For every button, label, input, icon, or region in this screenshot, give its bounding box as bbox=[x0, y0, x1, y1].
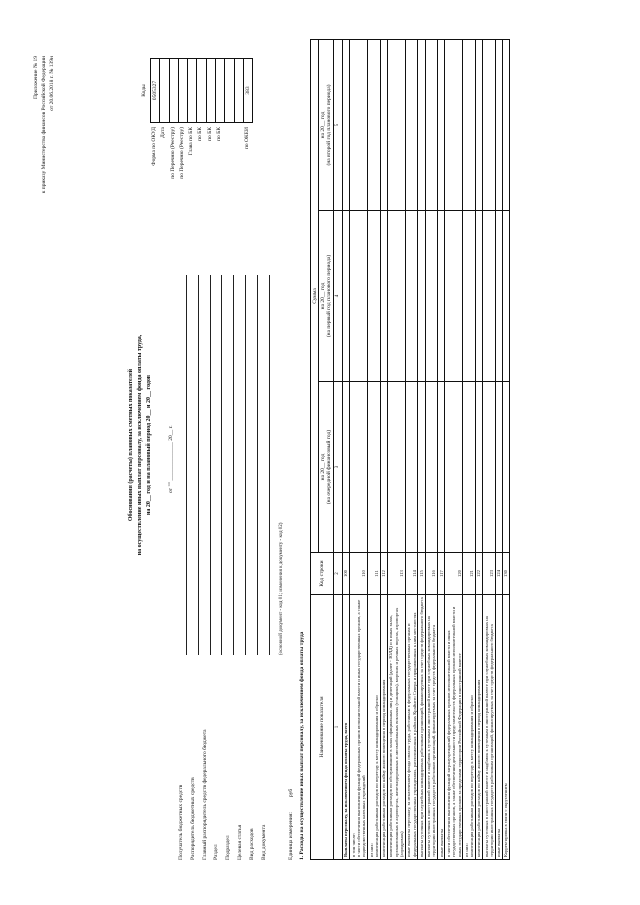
row-code: 124 bbox=[495, 553, 502, 595]
col-sum-header: Сумма bbox=[311, 40, 319, 553]
sum-cell[interactable] bbox=[483, 382, 496, 553]
code-label bbox=[234, 127, 243, 265]
sum-cell[interactable] bbox=[438, 40, 445, 211]
year1-sub: (на очередной финансовый год) bbox=[326, 429, 333, 505]
code-value[interactable] bbox=[197, 59, 206, 123]
code-label: по БК bbox=[216, 127, 223, 141]
form-field-label: Главный распорядитель средств федерального бюджета bbox=[201, 729, 208, 860]
sum-cell[interactable] bbox=[445, 40, 463, 211]
sum-cell[interactable] bbox=[350, 40, 368, 211]
code-label bbox=[224, 127, 233, 265]
row-name: выплаты суточных в иностранной валюте и надбавок к суточным в иностранной валюте при служебных командировках на территории иностранных государств работникам организаций, финансируемых за счет средств федерального бюджета bbox=[483, 595, 496, 860]
title-line-2: на осуществление иных выплат персоналу, за исключением фонда оплаты труда, bbox=[137, 334, 143, 556]
form-field-line[interactable] bbox=[221, 275, 222, 655]
row-code: 130 bbox=[502, 553, 509, 595]
sum-cell[interactable] bbox=[418, 382, 425, 553]
year2-header bbox=[319, 211, 334, 382]
col-name-header: Наименование показателя bbox=[311, 595, 334, 860]
code-label: Форма по ОКУД bbox=[151, 127, 157, 166]
sum-cell[interactable] bbox=[387, 211, 405, 382]
column-number: 1 bbox=[333, 595, 342, 860]
form-field-label: Получатель бюджетных средств bbox=[178, 784, 184, 860]
appendix-number: Приложение № 19 bbox=[33, 56, 39, 100]
row-code: 110 bbox=[350, 553, 368, 595]
sum-cell[interactable] bbox=[502, 382, 509, 553]
main-table bbox=[310, 39, 510, 860]
year3-label: на 20__ год bbox=[319, 111, 326, 139]
row-name: выплаты суточных при служебных командировках работникам организаций, финансируемых за счет средств федерального бюджета bbox=[418, 595, 425, 860]
row-name: компенсация работникам расходов по найму жилого помещения в период командирования bbox=[380, 595, 387, 860]
sum-cell[interactable] bbox=[418, 211, 425, 382]
form-field-label: Вид расходов bbox=[248, 828, 255, 860]
year3-header bbox=[319, 40, 334, 211]
sum-cell[interactable] bbox=[425, 382, 438, 553]
sum-cell[interactable] bbox=[380, 40, 387, 211]
row-code: 113 bbox=[387, 553, 405, 595]
code-label: Глава по БК bbox=[188, 127, 195, 156]
sum-cell[interactable] bbox=[475, 382, 482, 553]
form-field-line[interactable] bbox=[245, 275, 246, 655]
title-line-1: Обоснования (расчеты) плановых сметных показателей bbox=[128, 368, 134, 522]
row-code: 112 bbox=[380, 553, 387, 595]
unit-value: руб bbox=[288, 788, 294, 797]
code-label: по БК bbox=[197, 127, 204, 141]
code-label: по БК bbox=[206, 127, 213, 141]
sum-cell[interactable] bbox=[495, 211, 502, 382]
sum-cell[interactable] bbox=[425, 40, 438, 211]
year2-label: на 20__ год bbox=[319, 282, 326, 310]
code-value[interactable] bbox=[216, 59, 225, 123]
sum-cell[interactable] bbox=[368, 40, 381, 211]
row-code: 114 bbox=[405, 553, 418, 595]
code-value[interactable] bbox=[160, 59, 169, 123]
column-number: 4 bbox=[333, 211, 342, 382]
sum-cell[interactable] bbox=[438, 382, 445, 553]
sum-cell[interactable] bbox=[425, 211, 438, 382]
sum-cell[interactable] bbox=[438, 211, 445, 382]
sum-cell[interactable] bbox=[368, 382, 381, 553]
form-field-line[interactable] bbox=[186, 275, 187, 655]
sum-cell[interactable] bbox=[405, 40, 418, 211]
sum-cell[interactable] bbox=[475, 40, 482, 211]
order-line-1: к приказу Министерства финансов Российской Федерации bbox=[41, 56, 47, 194]
sum-cell[interactable] bbox=[350, 211, 368, 382]
row-name: компенсация работникам расходов по обслуживанию в залах официальных лиц и делегаций (далее - ЗОЛД) и в иных залах, организованных в аэропортах, железнодорожных и автомобильных вокзалах (станциях), морских и речных портах, аэропортах (аэродромах) bbox=[387, 595, 405, 860]
sum-cell[interactable] bbox=[502, 40, 509, 211]
form-field-label: Подраздел bbox=[225, 835, 232, 860]
year3-sub: (на второй год планового периода) bbox=[326, 84, 333, 166]
sum-cell[interactable] bbox=[483, 211, 496, 382]
code-value[interactable] bbox=[169, 59, 178, 123]
row-name: иные выплаты bbox=[438, 595, 445, 860]
row-code: 111 bbox=[368, 553, 381, 595]
sum-cell[interactable] bbox=[495, 382, 502, 553]
form-field-line[interactable] bbox=[210, 275, 211, 655]
code-label: по ОКЕИ bbox=[243, 127, 250, 150]
form-field-label: Целевая статья bbox=[237, 824, 243, 860]
year1-label: на 20__ год bbox=[319, 453, 326, 481]
sum-cell[interactable] bbox=[475, 211, 482, 382]
row-code: 116 bbox=[425, 553, 438, 595]
form-field-label: Раздел bbox=[213, 844, 220, 860]
sum-cell[interactable] bbox=[445, 211, 463, 382]
table-row bbox=[387, 40, 405, 860]
sum-cell[interactable] bbox=[405, 382, 418, 553]
title-line-3: на 20__ год и на плановый период 20__ и 20__ годов bbox=[146, 374, 152, 516]
sum-cell[interactable] bbox=[463, 382, 476, 553]
table-row bbox=[380, 40, 387, 860]
section-title: 1. Расходы на осуществление иных выплат персоналу, за исключением фонда оплаты труда bbox=[299, 631, 305, 860]
table-row bbox=[438, 40, 445, 860]
row-name: выплаты суточных в иностранной валюте и надбавок к суточным в иностранной валюте при служебных командировках на территории иностранных государств работников организаций, финансируемых за счет средств федерального бюджета bbox=[425, 595, 438, 860]
table-row bbox=[342, 40, 349, 860]
sum-cell[interactable] bbox=[387, 382, 405, 553]
sum-cell[interactable] bbox=[342, 382, 349, 553]
sum-cell[interactable] bbox=[463, 211, 476, 382]
code-value[interactable] bbox=[178, 59, 187, 123]
sum-cell[interactable] bbox=[483, 40, 496, 211]
form-field-line[interactable] bbox=[257, 275, 258, 655]
sum-cell[interactable] bbox=[368, 211, 381, 382]
row-name: Выплаты персоналу, за исключением фонда оплаты труда, всего bbox=[342, 595, 349, 860]
sum-cell[interactable] bbox=[463, 40, 476, 211]
table-row bbox=[405, 40, 418, 860]
row-code: 115 bbox=[418, 553, 425, 595]
row-name: из них: компенсация работникам расходов по переезду к месту командирования и обратно bbox=[368, 595, 381, 860]
sum-cell[interactable] bbox=[387, 40, 405, 211]
date-prefix: от " bbox=[168, 484, 174, 493]
form-field-label: Вид документа bbox=[260, 824, 267, 860]
row-name: в том числе: в части обеспечения выполнения функций федеральных органов исполнительной власти и иных государственных органов, а также подведомственных казенных учреждений bbox=[350, 595, 368, 860]
form-field-label: Распорядитель бюджетных средств bbox=[189, 777, 196, 860]
column-number: 3 bbox=[333, 382, 342, 553]
code-value[interactable] bbox=[234, 59, 243, 123]
table-row bbox=[368, 40, 381, 860]
doc-type-hint: (основной документ - код 01; изменения к документу - код 02) bbox=[279, 522, 284, 655]
codes-header: Коды bbox=[141, 84, 147, 97]
row-name: компенсация работникам расходов по найму жилого помещения в период командирования bbox=[475, 595, 482, 860]
date-line bbox=[169, 425, 175, 493]
table-row bbox=[445, 40, 463, 860]
sum-cell[interactable] bbox=[342, 40, 349, 211]
order-line-2: от 20.06.2018 г. № 139н bbox=[49, 56, 55, 111]
row-name: в части обеспечения выполнения функций загранучреждений федеральных органов исполнительной власти и иных государственных органов, а также обеспечения деятельности представительств федеральных органов исполнительной власти и иных государственных органов за пределами территории Российской Федерации в иностранной валюте bbox=[445, 595, 463, 860]
table-row bbox=[463, 40, 476, 860]
form-field-line[interactable] bbox=[269, 275, 270, 655]
form-field-line[interactable] bbox=[233, 275, 234, 655]
row-code: 122 bbox=[475, 553, 482, 595]
codes-box bbox=[150, 58, 253, 123]
code-label: по Перечню (Реестру) bbox=[169, 127, 176, 179]
row-name: иные выплаты bbox=[495, 595, 502, 860]
code-label: Дата bbox=[160, 127, 167, 138]
date-rest: " ______________ 20__ г. bbox=[168, 425, 174, 485]
table-row bbox=[502, 40, 509, 860]
code-value[interactable]: 383 bbox=[243, 59, 252, 123]
table-row bbox=[495, 40, 502, 860]
table-row bbox=[425, 40, 438, 860]
codes-labels bbox=[150, 127, 252, 265]
row-code: 121 bbox=[463, 553, 476, 595]
row-code: 120 bbox=[445, 553, 463, 595]
column-number: 2 bbox=[333, 553, 342, 595]
sum-cell[interactable] bbox=[445, 382, 463, 553]
sum-cell[interactable] bbox=[380, 211, 387, 382]
code-label: по Перечню (Реестру) bbox=[178, 127, 185, 179]
sum-cell[interactable] bbox=[405, 211, 418, 382]
sum-cell[interactable] bbox=[495, 40, 502, 211]
table-row bbox=[350, 40, 368, 860]
form-field-line[interactable] bbox=[198, 275, 199, 655]
sum-cell[interactable] bbox=[502, 211, 509, 382]
table-row bbox=[483, 40, 496, 860]
row-code: 100 bbox=[342, 553, 349, 595]
code-value[interactable] bbox=[206, 59, 215, 123]
table-row bbox=[418, 40, 425, 860]
sum-cell[interactable] bbox=[380, 382, 387, 553]
sum-cell[interactable] bbox=[342, 211, 349, 382]
row-name: из них: компенсация работникам расходов по переезду к месту командирования и обратно bbox=[463, 595, 476, 860]
year1-header bbox=[319, 382, 334, 553]
row-code: 117 bbox=[438, 553, 445, 595]
year2-sub: (на первый год планового периода) bbox=[326, 254, 333, 338]
code-value[interactable] bbox=[225, 59, 234, 123]
column-number: 5 bbox=[333, 40, 342, 211]
row-code: 123 bbox=[483, 553, 496, 595]
row-name: Корректировка в связи с округлением bbox=[502, 595, 509, 860]
column-numbers-row bbox=[333, 40, 342, 860]
code-value[interactable]: 0505327 bbox=[151, 59, 160, 123]
col-code-header: Код строки bbox=[311, 553, 334, 595]
table-row bbox=[475, 40, 482, 860]
code-value[interactable] bbox=[188, 59, 197, 123]
row-name: иные выплаты персоналу, за исключением фонда оплаты труда, работникам в федеральных государственных органах и федеральных государственных учреждениях, расположенных в районах Крайнего Севера и приравненных к ним местностях bbox=[405, 595, 418, 860]
sum-cell[interactable] bbox=[350, 382, 368, 553]
unit-label: Единица измерения: bbox=[288, 812, 294, 860]
sum-cell[interactable] bbox=[418, 40, 425, 211]
